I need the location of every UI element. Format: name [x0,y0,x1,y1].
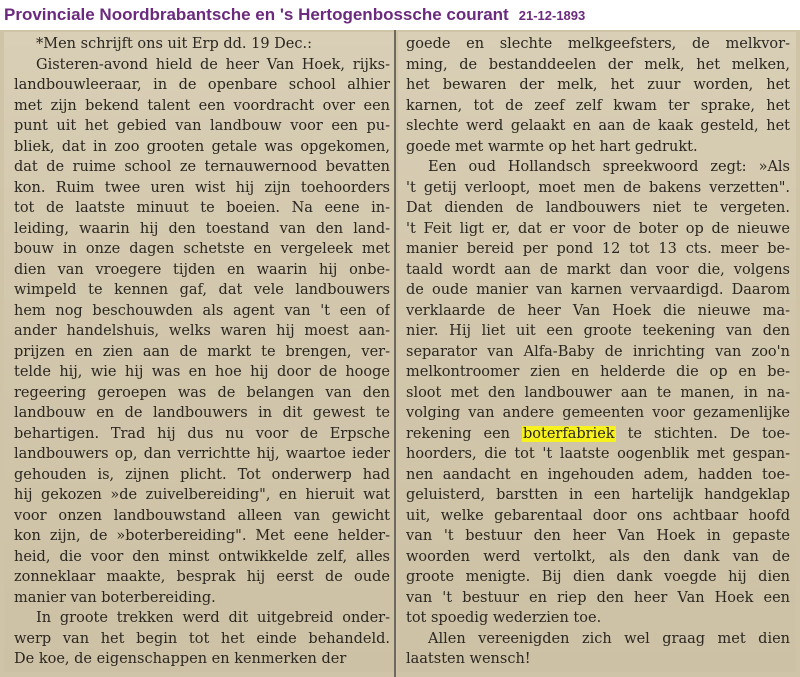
text-line: Allen vereenigden zich wel graag met dien [428,630,790,647]
text-line: manier bereid per pond 12 tot 13 cts. meer be- [406,241,790,257]
text-line: woorden werd vertolkt, als den dank van de [406,548,790,565]
text-line: behartigen. Trad hij dus nu voor de Erpsche [14,425,390,442]
text-line: voor onzen landbouwstand alleen van gewicht [14,507,390,524]
text-line: Een oud Hollandsch spreekwoord zegt: »Als [428,159,790,175]
newspaper-clipping [0,30,800,677]
text-line: verklaarde de heer Van Hoek die nieuwe ma- [406,302,790,319]
text-line: tot spoedig wederzien toe. [406,610,602,626]
clipping-header [0,0,800,30]
text-line: separator van Alfa-Baby de inrichting van zoo'n [406,343,790,360]
text-line: De koe, de eigenschappen en kenmerken der [14,651,347,667]
text-line: In groote trekken werd dit uitgebreid onder- [36,610,390,626]
text-line: van 't bestuur den heer Van Hoek in gepaste [406,528,790,544]
text-line: groote menigte. Bij dien dank voegde hij dien [406,569,790,585]
text-line: kon zijn, de »boterbereiding". Met eene helder- [14,528,390,544]
text-line: landbouwleeraar, in de openbare school alhier [14,77,390,93]
newspaper-title: Provinciale Noordbrabantsche en 's Hertogenbossche courant [4,5,509,24]
text-line: bliek, dat in zoo grooten getale was opgekomen, [14,138,390,155]
text-line: hij gekozen »de zuivelbereiding", en hieruit wat [14,487,390,503]
text-line: sloot met den landbouwer aan te manen, in na- [406,384,790,401]
text-line: nier. Hij liet uit een groote teekening van den [406,323,790,339]
text-line: laatsten wensch! [406,651,531,667]
text-line: slechte werd gelaakt en aan de kaak gesteld, het [406,118,790,134]
highlighted-search-term: boterfabriek [523,425,615,442]
text-line: regeering geroepen was de belangen van den [14,384,390,401]
text-line: dat de ruime school ze ternauwernood bevatten [14,159,390,175]
text-line: punt uit het gebied van landbouw voor een pu- [14,118,390,134]
article-column-left [4,32,394,672]
text-line: landbouwers op, dan verrichtte hij, waartoe ieder [14,446,390,462]
text-line: gehouden is, zijnen plicht. Tot onderwerp had [14,466,390,483]
text-line: de oude manier van karnen vervaardigd. Daarom [406,282,790,298]
text-line: melkontroomer zien en helderde die op en be- [406,364,790,380]
text-line: manier van boterbereiding. [14,589,216,606]
text-line: Dat dienden de landbouwers niet te vergeten. [406,200,790,216]
text-line: kon. Ruim twee uren wist hij zijn toehoorders [14,179,390,196]
text-line: hem nog beschouwden als agent van 't een of [14,302,390,319]
text-line: werp van het begin tot het einde behandeld. [14,630,390,647]
text-line: telde hij, wie hij was en hoe hij door de hooge [14,364,390,380]
text-line: landbouw en de landbouwers in dit gewest te [14,405,390,421]
text-line: goede en slechte melkgeefsters, de melkvor- [406,36,790,52]
text-line: goede met warmte op het hart gedrukt. [406,138,698,155]
text-line: 't Feit ligt er, dat er voor de boter op de nieuwe [406,220,790,237]
text-line: dien van vroegere tijden en waarin hij onbe- [14,261,390,278]
text-line: karnen, tot de zeef zelf kwam ter sprake, het [406,97,790,114]
text-line: hoorders, die tot 't laatste oogenblik met gespan- [406,446,790,462]
text-line: Gisteren-avond hield de heer Van Hoek, rijks- [36,56,390,73]
column-divider [394,30,396,677]
text-line: van 't bestuur en riep den heer Van Hoek een [406,589,790,606]
text-line: geluisterd, barstten in een hartelijk handgeklap [406,487,790,503]
text-line: bouw in onze dagen schetste en vergeleek met [14,241,390,257]
text-line: volging van andere gemeenten voor gezamenlijke [406,405,790,421]
text-line: leiding, waarin hij den toestand van den land- [14,220,390,237]
text-line: wimpeld te kennen gaf, dat vele landbouwers [14,282,390,298]
text-line: het bewaren der melk, het zuur worden, het [406,77,790,93]
text-line: ander handelshuis, welks waren hij moest aan- [14,323,390,339]
text-line: *Men schrijft ons uit Erp dd. 19 Dec.: [36,36,312,52]
article-column-right [398,32,796,672]
text-line: uit, welke gebarentaal door ons achtbaar hoofd [406,507,790,524]
text-segment: te stichten. De toe- [615,425,790,442]
text-line: met zijn bekend talent een voordracht over een [14,97,390,114]
text-line [406,424,790,445]
text-line: prijzen en zien aan de markt te brengen, ver- [14,343,390,360]
text-line: heid, die voor den minst ontwikkelde zelf, alles [14,548,390,565]
text-line: zonneklaar maakte, besprak hij eerst de oude [14,569,390,585]
text-line: ming, de bestanddeelen der melk, het melken, [406,56,790,73]
publication-date: 21-12-1893 [518,7,586,23]
text-line: 't getij verloopt, moet men de bakens verzetten". [406,179,790,196]
text-line: nen aandacht en ingehouden adem, hadden toe- [406,466,790,483]
text-line: tot de laatste minuut te boeien. Na eene in- [14,200,390,216]
text-line: taald wordt aan de markt dan voor die, volgens [406,261,790,278]
text-segment: rekening een [406,425,522,442]
